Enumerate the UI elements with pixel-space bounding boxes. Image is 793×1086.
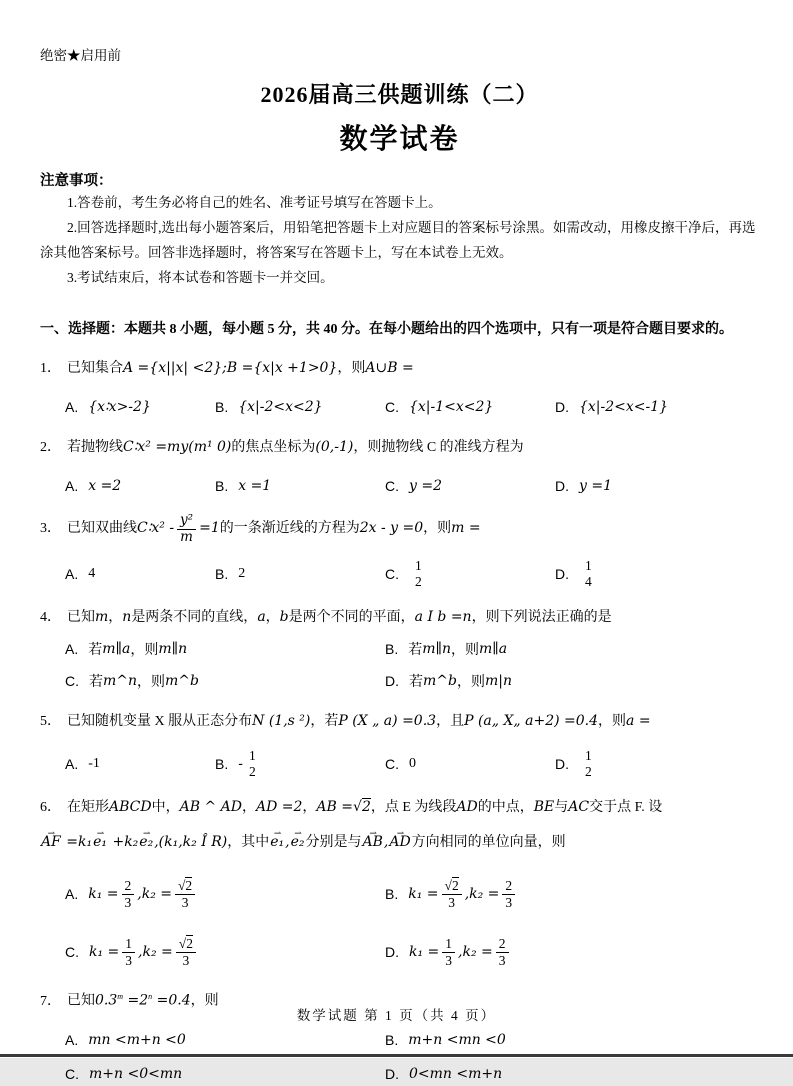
q3-option-b [215,566,385,582]
q2-option-b [215,478,385,494]
radical-sign: √ [178,936,187,952]
q4-math: b [279,609,289,626]
option-label: D. [555,399,569,415]
q3-text-3: ，则 [423,521,452,537]
option-label: B. [215,565,229,582]
radicand: 2 [186,936,193,952]
fraction-numerator [176,936,196,953]
option-label: A. [65,641,79,658]
q6-text: ，其中 [227,835,270,851]
option-label: C. [65,673,79,690]
q4-text: ，则下列说法正确的是 [471,610,612,626]
fraction-denominator: 3 [448,894,455,910]
q3-option-c [385,558,555,589]
q3-math-2: =1 [199,520,220,537]
q5-number: 5． [40,714,61,730]
fraction-numerator: 1 [415,558,422,574]
q2-text-2: 的焦点坐标为 [231,440,316,455]
vector-AF: ⇀ AF [41,827,61,857]
option-math: m^b [165,673,199,690]
option-label: B. [215,399,229,415]
q5-text: ，则 [598,714,627,730]
option-math: ,k₂ = [458,944,493,961]
option-text: ，则 [451,643,479,659]
option-text: 若 [409,675,423,691]
q6-text: 与 [554,800,569,816]
q2-option-a [65,478,215,494]
fraction-denominator: 4 [585,573,592,589]
fraction-numerator: 1 [585,558,592,574]
q4-number: 4． [40,610,61,626]
q5-math: N (1,s ²) [252,713,311,730]
option-label: B. [215,478,229,494]
radical-sign: √ [444,878,452,894]
q5-text: ，若 [310,714,339,730]
q2-options [65,474,759,498]
q6-math: AB = [316,799,354,816]
fraction-numerator: 2 [122,878,135,895]
exponent-n: n [148,992,153,1002]
option-text: ，则 [137,675,166,691]
q4-stem [40,604,759,631]
question-4 [40,604,759,693]
option-label: C. [385,565,399,582]
option-math: m∥n [158,641,188,658]
fraction-denominator: 3 [125,952,133,968]
secrecy-label: 绝密★启用前 [40,48,121,63]
q1-option-d [555,399,668,415]
q5-option-b [215,748,385,779]
option-math: k₁ = [88,886,119,903]
q4-math: n [122,609,132,626]
notice-item-2: 2.回答选择题时,选出每小题答案后，用铅笔把答题卡上对应题目的答案标号涂黑。如需改动，用橡皮擦干净后，再选涂其他答案标号。回答非选择题时，将答案写在答题卡上，写在本试卷上无效。 [40,220,756,260]
q6-math: +k₂ [108,834,139,851]
option-math: m^n [103,673,138,690]
option-fraction [582,748,595,779]
option-label: A. [65,399,79,415]
q5-option-a [65,756,215,772]
option-text: 若 [88,643,103,659]
q6-math: ,(k₁,k₂ Î R) [154,834,228,851]
option-value: {x∶x>-2} [88,399,151,415]
question-1 [40,355,759,419]
question-7 [40,983,759,1086]
exam-subtitle: 数学试卷 [339,124,460,155]
fraction-numerator [175,878,195,895]
q1-text-2: ，则 [337,361,366,376]
q4-options-row-2 [65,669,759,693]
option-math: ,k₂ = [137,886,172,903]
option-label: C. [65,1065,79,1082]
option-label: D. [555,755,569,772]
option-math: k₁ = [89,944,120,961]
option-fraction [122,878,135,910]
vector-AB: ⇀ AB [362,827,382,857]
option-text: ，则 [130,643,159,659]
q5-text: ，且 [436,714,465,730]
option-value: y =2 [409,478,442,494]
option-fraction [412,558,425,589]
option-value: 2 [238,565,246,581]
option-label: A. [65,565,79,582]
q5-options [65,748,759,779]
q7-option-d [385,1066,502,1082]
q3-number: 3． [40,521,61,537]
option-label: D. [385,944,399,961]
option-label: C. [385,478,399,494]
option-value: y =1 [579,478,612,494]
option-fraction [502,878,515,910]
option-math: m|n [484,673,512,690]
exam-title: 2026届高三供题训练（二） [260,82,539,107]
q4-options-row-1 [65,637,759,661]
fraction-numerator: 1 [248,748,256,764]
option-value: m+n <mn <0 [408,1031,506,1048]
radical-sign: √ [353,799,362,816]
option-value: {x|-2<x<-1} [579,399,669,415]
q6-text: ，点 E 为线段 [370,800,457,816]
option-fraction [582,558,595,589]
option-math: k₁ = [408,886,439,903]
fraction-numerator: 1 [442,936,455,953]
option-label: D. [555,478,569,494]
q3-math-1: C∶x² - [137,520,175,537]
option-value: mn <m+n <0 [88,1031,186,1048]
q4-text: 是两个不同的平面， [288,610,415,626]
q4-text: ， [265,610,280,626]
section-heading: 一、选择题：本题共 8 小题，每小题 5 分，共 40 分。在每小题给出的四个选项中，只有一项是符合题目要求的。 [40,322,733,337]
fraction-denominator: 2 [415,573,422,589]
fraction-denominator: 3 [124,894,132,910]
option-label: B. [385,641,399,658]
q5-text: 已知随机变量 X 服从正态分布 [67,714,253,730]
q7-text: 已知 [67,993,95,1009]
q3-text: 已知双曲线 [67,521,137,537]
q7-option-a [65,1032,385,1048]
option-fraction [442,878,462,910]
question-2 [40,434,759,498]
option-value: {x|-2<x<2} [238,399,323,415]
q2-math-1: C∶x² =my(m¹ 0) [123,439,232,455]
option-math: ,k₂ = [138,944,173,961]
q7-math: 2 [139,992,149,1009]
q2-text: 若抛物线 [67,440,123,455]
q5-math: P (X „ a) =0.3 [338,713,437,730]
q2-stem [40,434,759,461]
option-label: D. [385,1065,399,1082]
option-math: k₁ = [409,944,440,961]
page-footer: 数学试题 第 1 页（共 4 页） [296,1008,497,1023]
q6-text: ， [302,800,317,816]
q6-option-d [385,936,512,968]
q6-math: , [383,834,389,851]
q1-options [65,395,759,419]
q6-math: AD =2 [255,799,303,816]
q7-math: 0.3 [95,992,118,1009]
q6-option-c [65,936,385,968]
option-label: C. [65,944,79,961]
q4-math: a I b =n [414,609,472,626]
q3-math-3: 2x - y =0 [359,520,424,537]
q6-math: AC [568,799,590,816]
q2-option-d [555,478,612,494]
notice-heading: 注意事项： [40,173,113,189]
question-5 [40,708,759,779]
option-fraction [246,748,259,779]
q6-option-a [65,878,385,910]
q1-option-a [65,399,215,415]
fraction-numerator: 2 [496,936,509,953]
q2-number: 2． [40,440,61,455]
q4-option-b [385,639,507,659]
q6-stem-line-2 [40,821,759,858]
option-value: 0<mn <m+n [409,1065,503,1082]
q6-math: AB ^ AD [179,799,242,816]
q6-text: 分别是与 [305,835,362,851]
option-label: B. [385,886,399,903]
q7-options-row-1 [65,1028,759,1052]
radicand: 2 [451,878,459,894]
option-math: m∥a [479,641,508,658]
option-fraction [442,936,455,968]
option-value: {x|-1<x<2} [409,399,494,415]
option-math: m∥a [102,641,131,658]
q7-number: 7． [40,993,61,1009]
fraction-numerator: 1 [585,748,592,764]
question-3 [40,513,759,589]
vector-e2: ⇀ e₂ [291,827,305,857]
option-value: m+n <0<mn [89,1065,183,1082]
q5-option-c [385,756,555,772]
option-label: A. [65,755,79,772]
option-value: 0 [409,755,416,771]
q3-option-d [555,558,598,589]
q7-text: ，则 [190,993,219,1009]
q4-option-a [65,639,385,659]
q4-math: m [95,609,109,626]
q4-text: 已知 [67,610,95,626]
q5-math: a = [626,713,651,730]
q6-math: =k₁ [61,834,93,851]
fraction-denominator: 3 [505,894,513,910]
vector-e2: ⇀ e₂ [139,827,153,857]
option-math: m^b [423,673,457,690]
option-fraction [175,878,195,910]
option-math: m∥n [422,641,451,658]
vector-e1: ⇀ e₁ [93,827,107,857]
q6-options-row-2 [65,936,759,968]
fraction-denominator: 3 [181,894,189,910]
sqrt-expression [353,798,371,815]
q6-math: BE [533,799,555,816]
option-fraction [122,936,135,968]
option-text: 若 [408,643,423,659]
q6-math: , [285,834,290,851]
option-label: C. [385,755,399,772]
fraction-numerator [442,878,462,895]
option-fraction [176,936,196,968]
option-label: B. [385,1031,399,1048]
q5-option-d [555,748,598,779]
q3-stem [40,513,759,545]
option-value: 4 [88,565,96,581]
option-value: -1 [88,755,100,771]
fraction-denominator: 2 [248,763,256,779]
option-label: D. [385,673,399,690]
q6-text: 交于点 F. 设 [589,800,663,816]
q6-text: ， [241,800,256,816]
q7-option-b [385,1032,506,1048]
q2-math-2: (0,-1) [315,439,354,455]
radical-sign: √ [178,878,186,894]
q1-option-c [385,399,555,415]
q5-math: P (a„ X„ a+2) =0.4 [464,713,599,730]
q7-options-row-2 [65,1062,759,1086]
option-label: D. [555,565,569,582]
q4-option-c [65,671,385,691]
radicand: 2 [185,878,193,894]
q7-math: = [123,992,140,1009]
q3-fraction [177,513,196,545]
q3-text-2: 的一条渐近线的方程为 [219,521,360,537]
q4-option-d [385,671,512,691]
exponent-m: m [117,992,124,1002]
option-label: C. [385,399,399,415]
fraction-denominator: 3 [498,952,506,968]
fraction-denominator: 2 [585,763,592,779]
option-text: ，则 [456,675,485,691]
notice-item-1: 1.答卷前，考生务必将自己的姓名、准考证号填写在答题卡上。 [67,195,442,210]
option-fraction [496,936,509,968]
vector-e1: ⇀ e₁ [270,827,284,857]
fraction-numerator: 2 [502,878,515,895]
option-text: 若 [89,675,103,691]
minus-sign: - [238,755,243,772]
fraction-numerator: 1 [122,936,135,953]
page-bottom-border [0,1054,793,1057]
q2-text-3: ，则抛物线 C 的准线方程为 [353,440,524,455]
q6-math: AD [456,799,478,816]
q6-text: 中， [151,800,180,816]
q2-option-c [385,478,555,494]
option-math: ,k₂ = [464,886,500,903]
q6-options-row-1 [65,878,759,910]
fraction-denominator: m [180,528,193,545]
q6-text: 在矩形 [67,800,109,816]
q4-text: ， [108,610,123,626]
question-6 [40,794,759,968]
q1-stem [40,355,759,382]
fraction-denominator: 3 [182,952,190,968]
q1-text: 已知集合 [67,361,123,376]
q6-number: 6． [40,800,61,816]
radicand: 2 [361,799,371,816]
option-label: B. [215,755,229,772]
q6-math: ABCD [109,799,152,816]
q6-stem-line-1 [40,794,759,821]
vector-AD: ⇀ AD [389,827,410,857]
option-label: A. [65,886,79,903]
q4-math: a [257,609,266,626]
q3-math-4: m = [451,520,481,537]
q5-stem [40,708,759,735]
fraction-numerator: y² [177,513,196,530]
q3-options [65,558,759,589]
option-value: x =1 [238,478,272,494]
q6-text: 方向相同的单位向量，则 [411,835,566,851]
option-label: A. [65,1031,79,1048]
notice-item-3: 3.考试结束后，将本试卷和答题卡一并交回。 [67,270,334,285]
q3-option-a [65,566,215,582]
q1-math-1: A ={x||x| <2};B ={x|x +1>0} [123,360,338,376]
option-label: A. [65,478,79,494]
q7-math: =0.4 [152,992,191,1009]
option-value: x =2 [88,478,122,494]
q1-option-b [215,399,385,415]
q6-option-b [385,878,518,910]
q6-text: 的中点， [477,800,534,816]
q1-number: 1． [40,361,61,376]
q1-math-2: A∪B = [365,360,414,376]
fraction-denominator: 3 [445,952,453,968]
q7-option-c [65,1066,385,1082]
q4-text: 是两条不同的直线， [131,610,258,626]
